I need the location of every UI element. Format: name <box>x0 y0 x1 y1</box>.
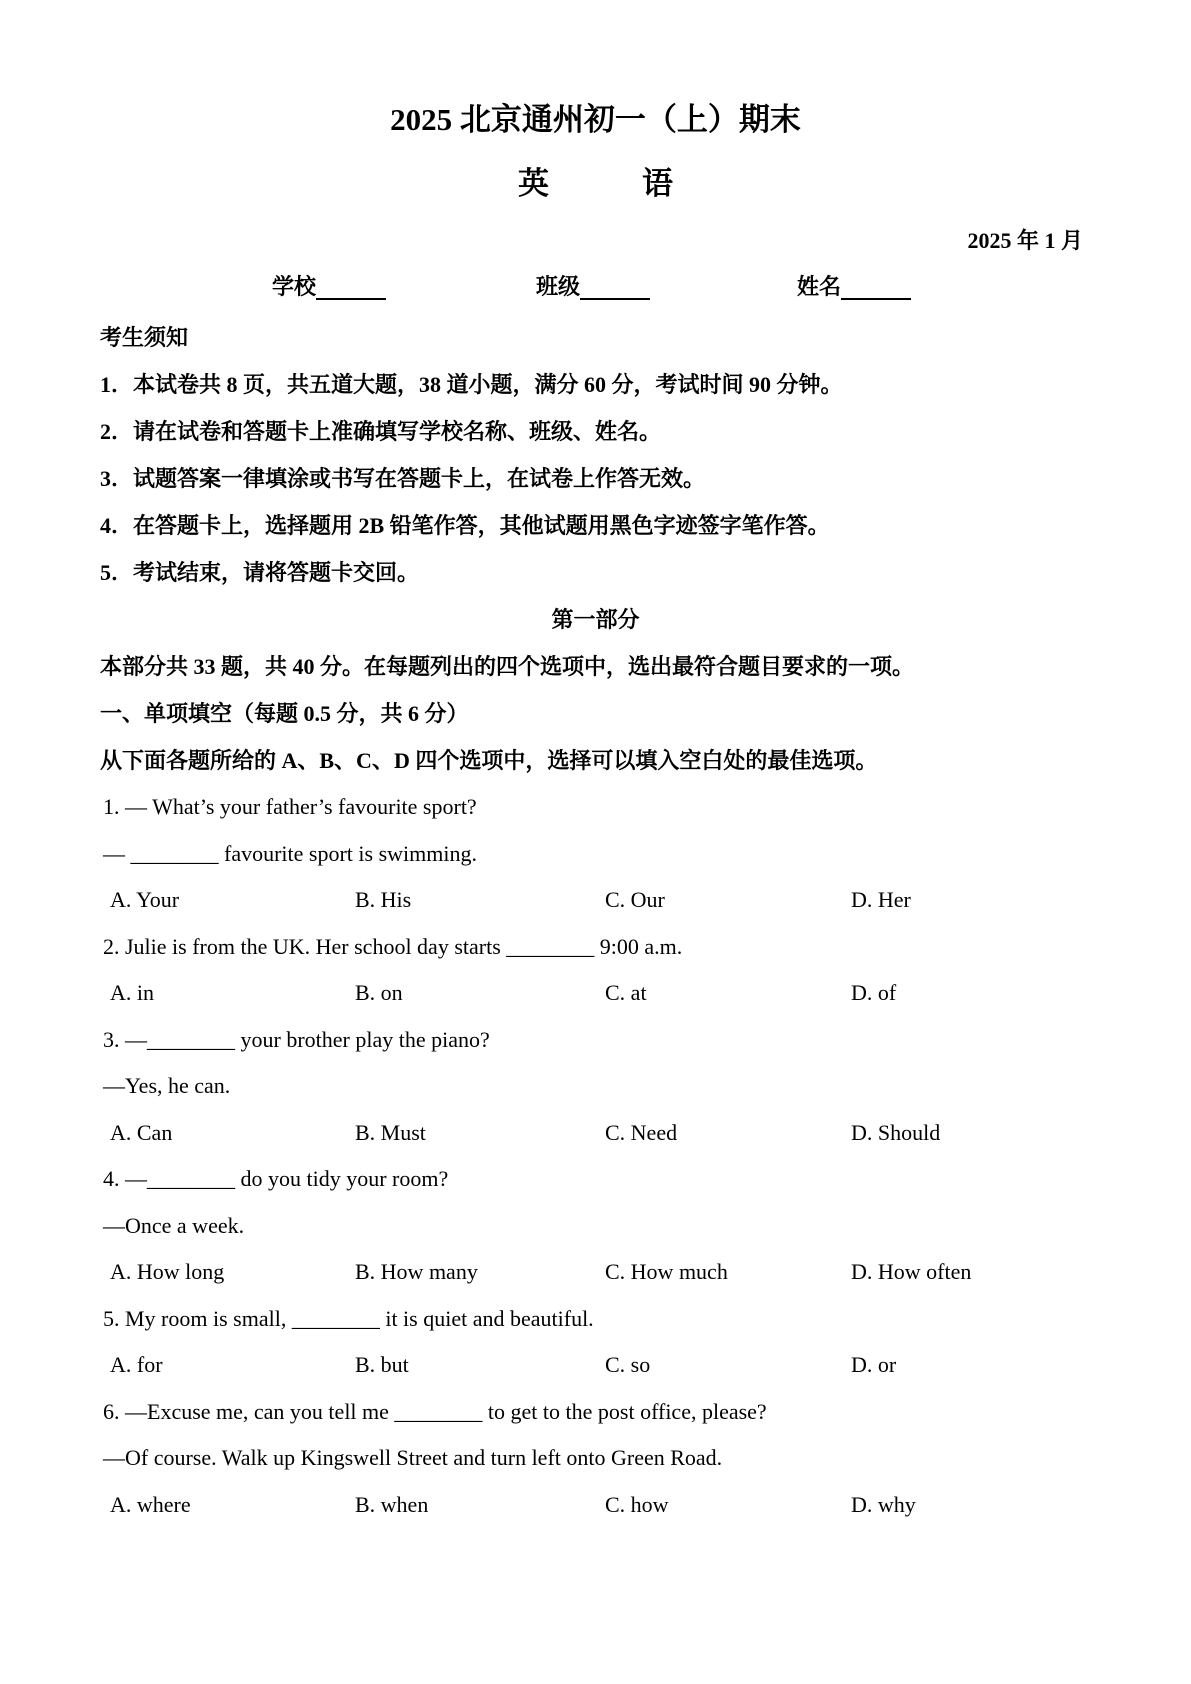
question-4-options <box>110 1249 1091 1296</box>
question-1-option-d: D. Her <box>851 887 911 912</box>
question-5 <box>100 1296 1091 1389</box>
question-2-option-a: A. in <box>110 980 154 1005</box>
question-2-option-b: B. on <box>355 980 403 1005</box>
question-1-options <box>110 877 1091 924</box>
notice-and-part1-headings <box>100 314 1091 784</box>
question-1-option-a: A. Your <box>110 887 180 912</box>
school-blank-line <box>316 276 386 300</box>
exam-date: 2025 年 1 月 <box>967 228 1083 253</box>
question-2-option-c: C. at <box>605 980 647 1005</box>
name-field <box>797 270 911 304</box>
question-6-option-c: C. how <box>605 1491 669 1517</box>
school-label: 学校 <box>272 274 317 299</box>
question-3-option-a: A. Can <box>110 1119 173 1145</box>
notice-heading: 考生须知 <box>100 325 189 350</box>
question-5-option-d: D. or <box>851 1352 897 1377</box>
part1-heading: 第一部分 <box>551 607 640 632</box>
name-label: 姓名 <box>797 274 842 299</box>
single-choice-questions <box>100 784 1091 1528</box>
question-1-line-2: — ________ favourite sport is swimming. <box>103 840 477 866</box>
question-3-line-1: 3. —________ your brother play the piano? <box>103 1026 490 1052</box>
question-3-option-b: B. Must <box>355 1119 426 1145</box>
notice-item-1: 1．本试卷共 8 页，共五道大题，38 道小题，满分 60 分，考试时间 90 分钟。 <box>100 372 843 397</box>
question-5-option-b: B. but <box>355 1352 409 1377</box>
school-field <box>272 270 386 304</box>
question-6-line-1: 6. —Excuse me, can you tell me ________ to get to the post office, please? <box>103 1398 767 1424</box>
notice-item-3: 3．试题答案一律填涂或书写在答题卡上，在试卷上作答无效。 <box>100 466 706 491</box>
question-4-line-2: —Once a week. <box>103 1212 245 1238</box>
question-4 <box>100 1156 1091 1296</box>
question-2-line-1: 2. Julie is from the UK. Her school day starts ________ 9:00 a.m. <box>103 933 683 959</box>
question-6-options <box>110 1482 1091 1529</box>
question-5-option-c: C. so <box>605 1352 651 1377</box>
student-info-row <box>100 270 1091 304</box>
question-6-option-d: D. why <box>851 1491 916 1517</box>
question-2-options <box>110 970 1091 1017</box>
class-label: 班级 <box>536 274 581 299</box>
notice-item-2: 2．请在试卷和答题卡上准确填写学校名称、班级、姓名。 <box>100 419 662 444</box>
question-3-option-d: D. Should <box>851 1119 941 1145</box>
class-field <box>536 270 650 304</box>
name-blank-line <box>841 276 911 300</box>
section1-heading: 一、单项填空（每题 0.5 分，共 6 分） <box>100 701 469 726</box>
question-1 <box>100 784 1091 924</box>
section1-instruction: 从下面各题所给的 A、B、C、D 四个选项中，选择可以填入空白处的最佳选项。 <box>100 748 878 773</box>
exam-title: 2025 北京通州初一（上）期末 <box>390 102 801 137</box>
question-4-line-1: 4. —________ do you tidy your room? <box>103 1166 449 1191</box>
question-4-option-a: A. How long <box>110 1259 225 1284</box>
question-1-option-c: C. Our <box>605 887 665 912</box>
question-1-line-1: 1. — What’s your father’s favourite sport? <box>103 794 477 819</box>
question-5-line-1: 5. My room is small, ________ it is quiet and beautiful. <box>103 1305 594 1331</box>
question-6-option-b: B. when <box>355 1491 429 1517</box>
exam-subject: 英 语 <box>518 166 673 201</box>
question-5-option-a: A. for <box>110 1352 163 1377</box>
class-blank-line <box>580 276 650 300</box>
question-2-option-d: D. of <box>851 980 897 1005</box>
part1-intro: 本部分共 33 题，共 40 分。在每题列出的四个选项中，选出最符合题目要求的一项。 <box>100 654 915 679</box>
question-3-line-2: —Yes, he can. <box>103 1073 231 1098</box>
question-6 <box>100 1389 1091 1529</box>
question-6-line-2: —Of course. Walk up Kingswell Street and turn left onto Green Road. <box>103 1445 723 1470</box>
notice-item-5: 5．考试结束，请将答题卡交回。 <box>100 560 420 585</box>
question-4-option-b: B. How many <box>355 1259 478 1284</box>
question-2 <box>100 924 1091 1017</box>
question-3-options <box>110 1110 1091 1157</box>
question-3-option-c: C. Need <box>605 1119 678 1145</box>
notice-item-4: 4．在答题卡上，选择题用 2B 铅笔作答，其他试题用黑色字迹签字笔作答。 <box>100 513 830 538</box>
question-6-option-a: A. where <box>110 1491 191 1517</box>
question-5-options <box>110 1342 1091 1389</box>
question-3 <box>100 1017 1091 1157</box>
question-4-option-d: D. How often <box>851 1259 972 1284</box>
question-1-option-b: B. His <box>355 887 412 912</box>
question-4-option-c: C. How much <box>605 1259 728 1284</box>
